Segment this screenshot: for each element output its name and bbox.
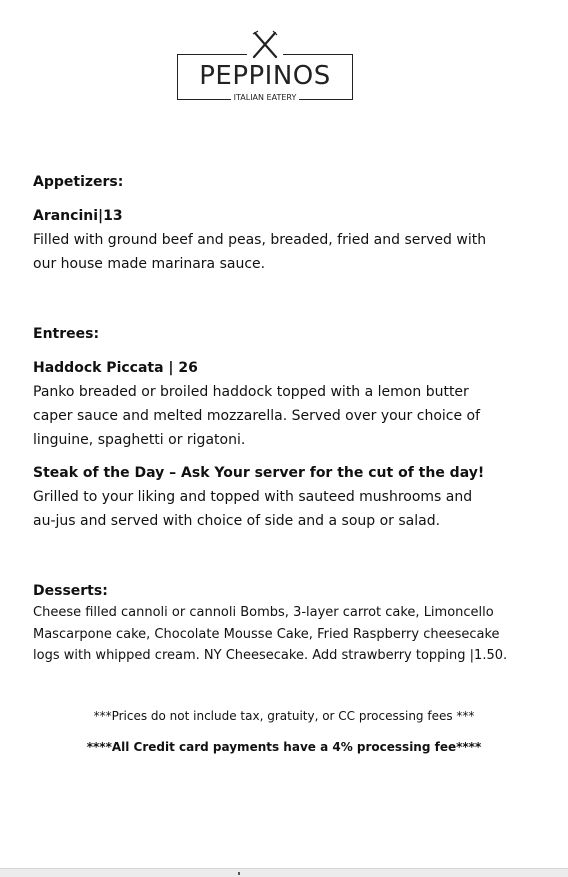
scroll-marker	[238, 872, 240, 875]
haddock-piccata-title: Haddock Piccata | 26	[33, 360, 198, 376]
entrees-heading: Entrees:	[33, 326, 100, 342]
appetizers-heading: Appetizers:	[33, 174, 124, 190]
steak-of-the-day-title: Steak of the Day – Ask Your server for the cut of the day!	[33, 465, 485, 481]
haddock-piccata-description: Panko breaded or broiled haddock topped with a lemon butter caper sauce and melted mozzarella. Served over your choice of linguine, spaghetti or rigatoni.	[33, 384, 481, 448]
arancini-description: Filled with ground beef and peas, breaded, fried and served with our house made marinara sauce.	[33, 232, 487, 272]
arancini-title: Arancini|13	[33, 208, 123, 224]
desserts-description: Cheese filled cannoli or cannoli Bombs, 3-layer carrot cake, Limoncello Mascarpone cake, Chocolate Mousse Cake, Fried Raspberry cheesecake logs with whipped cream. NY Cheesecake. Add strawberry topping |1.50.	[33, 605, 508, 663]
prices-note: ***Prices do not include tax, gratuity, or CC processing fees ***	[93, 709, 475, 723]
logo-tagline-text: ITALIAN EATERY	[231, 93, 300, 102]
credit-card-note: ****All Credit card payments have a 4% processing fee****	[86, 740, 482, 754]
desserts-heading: Desserts:	[33, 583, 108, 599]
logo-name: PEPPINOS	[199, 61, 331, 91]
logo-tagline	[177, 93, 353, 103]
steak-of-the-day-description: Grilled to your liking and topped with sauteed mushrooms and au-jus and served with choice of side and a soup or salad.	[33, 489, 473, 529]
peppinos-logo	[177, 30, 353, 102]
